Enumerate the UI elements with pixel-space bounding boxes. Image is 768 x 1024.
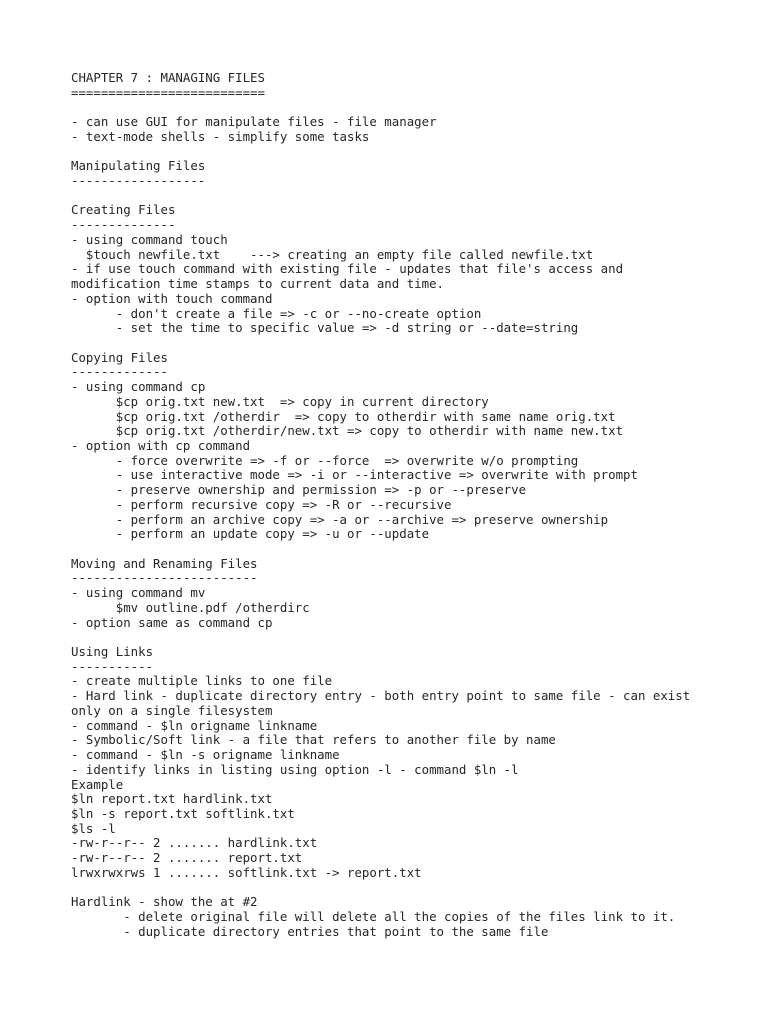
blank-line — [71, 145, 751, 160]
text-line: Manipulating Files — [71, 158, 206, 174]
text-line: only on a single filesystem — [71, 702, 273, 718]
text-line: - option same as command cp — [71, 614, 273, 630]
text-line: - if use touch command with existing file - updates that file's access and — [71, 261, 624, 277]
text-line: Creating Files — [71, 202, 176, 218]
text-line: - create multiple links to one file — [71, 673, 333, 689]
text-line: ----------- — [71, 658, 154, 674]
text-line: Using Links — [71, 644, 154, 660]
text-line: -rw-r--r-- 2 ....... report.txt — [71, 850, 303, 866]
text-line: - Hard link - duplicate directory entry - both entry point to same file - can exist — [71, 688, 691, 704]
text-line: - command - $ln -s origname linkname — [71, 747, 340, 763]
text-line: Example — [71, 776, 124, 792]
text-line: - option with touch command — [71, 290, 273, 306]
blank-line — [71, 630, 751, 645]
text-line: - perform recursive copy => -R or --recursive — [71, 496, 452, 512]
blank-line — [71, 542, 751, 557]
text-line: - don't create a file => -c or --no-create option — [71, 305, 482, 321]
text-line: ========================== — [71, 84, 265, 100]
text-line: Moving and Renaming Files — [71, 555, 258, 571]
text-line: - option with cp command — [71, 437, 251, 453]
text-line: - using command touch — [71, 231, 228, 247]
text-line: $ls -l — [71, 820, 116, 836]
text-line: ------------------ — [71, 173, 206, 189]
text-line: $ln -s report.txt softlink.txt — [71, 805, 295, 821]
blank-line — [71, 100, 751, 115]
text-line: - preserve ownership and permission => -p or --preserve — [71, 482, 527, 498]
text-line: -------------- — [71, 217, 176, 233]
blank-line — [71, 881, 751, 896]
text-line: lrwxrwxrws 1 ....... softlink.txt -> report.txt — [71, 864, 422, 880]
text-line: - identify links in listing using option -l - command $ln -l — [71, 761, 519, 777]
text-line: $ln report.txt hardlink.txt — [71, 791, 273, 807]
text-line: $cp orig.txt /otherdir/new.txt => copy to otherdir with name new.txt — [71, 423, 624, 439]
text-line: - can use GUI for manipulate files - file manager — [71, 114, 437, 130]
text-line: - set the time to specific value => -d string or --date=string — [71, 320, 579, 336]
text-line: - using command cp — [71, 379, 206, 395]
text-line: $cp orig.txt new.txt => copy in current directory — [71, 393, 489, 409]
text-line: CHAPTER 7 : MANAGING FILES — [71, 70, 265, 85]
text-line: $mv outline.pdf /otherdirc — [71, 599, 310, 615]
text-line: ------------------------- — [71, 570, 258, 586]
text-line: Hardlink - show the at #2 — [71, 894, 258, 910]
text-line: - command - $ln origname linkname — [71, 717, 318, 733]
text-line: - force overwrite => -f or --force => overwrite w/o prompting — [71, 452, 579, 468]
blank-line — [71, 336, 751, 351]
text-line: $touch newfile.txt ---> creating an empty file called newfile.txt — [71, 246, 594, 262]
text-line: -rw-r--r-- 2 ....... hardlink.txt — [71, 835, 318, 851]
text-line: - using command mv — [71, 585, 206, 601]
text-line: modification time stamps to current data and time. — [71, 276, 444, 292]
text-line: Copying Files — [71, 349, 168, 365]
blank-line — [71, 189, 751, 204]
text-line: - duplicate directory entries that point to the same file — [71, 923, 549, 939]
text-line: - text-mode shells - simplify some tasks — [71, 128, 370, 144]
text-line: ------------- — [71, 364, 168, 380]
document-text — [71, 71, 751, 939]
text-line: - use interactive mode => -i or --interactive => overwrite with prompt — [71, 467, 638, 483]
text-line: - perform an archive copy => -a or --archive => preserve ownership — [71, 511, 609, 527]
text-line: - delete original file will delete all the copies of the files link to it. — [71, 908, 676, 924]
text-line: - perform an update copy => -u or --update — [71, 526, 430, 542]
text-line: - Symbolic/Soft link - a file that refers to another file by name — [71, 732, 556, 748]
text-line: $cp orig.txt /otherdir => copy to otherdir with same name orig.txt — [71, 408, 616, 424]
